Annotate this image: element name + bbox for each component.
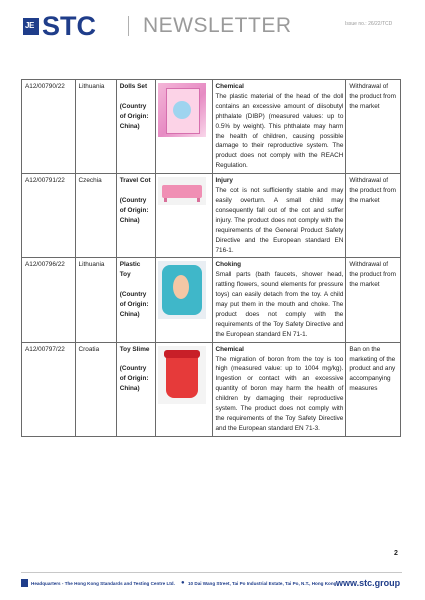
- image-cell: [155, 80, 212, 174]
- product-name: Plastic Toy: [119, 261, 141, 279]
- table-row: [22, 174, 401, 258]
- risk-type: Chemical: [215, 83, 244, 90]
- risk-type: Choking: [215, 261, 242, 269]
- ref-cell: A12/00790/22: [22, 80, 76, 174]
- risk-type: Injury: [215, 177, 233, 185]
- country-cell: Lithuania: [75, 258, 116, 342]
- product-cell: [116, 174, 155, 258]
- page-number: 2: [394, 550, 398, 557]
- origin-label: (Country of Origin:: [119, 291, 149, 309]
- product-cell: [116, 258, 155, 342]
- origin-label: (Country of Origin:: [119, 102, 149, 120]
- origin-label: (Country of Origin:: [119, 196, 149, 214]
- recall-table: [21, 79, 401, 437]
- measure-cell: Ban on the marketing of the product and any accompanying measures: [346, 342, 401, 436]
- table-row: [22, 342, 401, 436]
- stc-logo-mark: JE: [23, 18, 39, 35]
- newsletter-title: NEWSLETTER: [143, 14, 292, 37]
- table-row: [22, 80, 401, 174]
- ref-cell: A12/00797/22: [22, 342, 76, 436]
- footer-address: 10 Dai Wang Street, Tai Po Industrial Estate, Tai Po, N.T., Hong Kong: [188, 581, 337, 586]
- origin-value: China): [119, 216, 140, 224]
- header-divider: [128, 16, 129, 36]
- measure-cell: Withdrawal of the product from the market: [346, 258, 401, 342]
- measure-cell: Withdrawal of the product from the market: [346, 174, 401, 258]
- footer-headquarters: Headquarters - The Hong Kong Standards and Testing Centre Ltd.: [31, 581, 175, 586]
- travel-cot-photo: [158, 177, 206, 205]
- product-name: Dolls Set: [119, 83, 148, 90]
- risk-description: The plastic material of the head of the doll contains an excessive amount of diisobutyl phthalate (DIBP) (measured values: up to 0.5% by weight). This phthalate may harm the health of children, causing possible damage to their reproductive system. The product does not comply with the REACH Regulation.: [215, 92, 344, 170]
- description-cell: [212, 342, 346, 436]
- stc-footer-logo: [21, 579, 28, 587]
- description-cell: [212, 258, 346, 342]
- dolls-set-photo: [158, 83, 206, 137]
- product-cell: [116, 342, 155, 436]
- plastic-toy-photo: [158, 261, 206, 319]
- origin-value: China): [119, 310, 140, 318]
- origin-value: China): [119, 122, 140, 130]
- measure-cell: Withdrawal of the product from the market: [346, 80, 401, 174]
- origin-label: (Country of Origin:: [119, 365, 149, 383]
- image-cell: [155, 174, 212, 258]
- table-row: [22, 258, 401, 342]
- footer-website[interactable]: www.stc.group: [336, 578, 401, 588]
- ref-cell: A12/00796/22: [22, 258, 76, 342]
- issue-number: Issue no.: 26/22/TCD: [345, 21, 393, 27]
- ref-cell: A12/00791/22: [22, 174, 76, 258]
- product-name: Travel Cot: [119, 177, 151, 185]
- risk-description: The migration of boron from the toy is too high (measured value: up to 1004 mg/kg). Ingestion or contact with an excessive quantity of boron may harm the health of children by damaging their reproductive system. The product does not comply with the requirements of the Toy Safety Directive and the European standard EN 71-3.: [215, 355, 344, 432]
- footer-divider: [21, 572, 402, 573]
- image-cell: [155, 342, 212, 436]
- description-cell: [212, 174, 346, 258]
- location-pin-icon: ●: [181, 580, 185, 586]
- country-cell: Croatia: [75, 342, 116, 436]
- origin-value: China): [119, 385, 140, 393]
- country-cell: Lithuania: [75, 80, 116, 174]
- footer: [21, 577, 406, 591]
- country-cell: Czechia: [75, 174, 116, 258]
- header: [0, 0, 425, 50]
- product-cell: [116, 80, 155, 174]
- risk-description: The cot is not sufficiently stable and may easily overturn. A small child may consequently fall out of the cot and suffer injury. The product does not comply with the requirements of the General Product Safety Directive and the European standard EN 716-1.: [215, 187, 344, 254]
- image-cell: [155, 258, 212, 342]
- risk-description: Small parts (bath faucets, shower head, rattling flowers, sound elements for pressure toys) can easily detach from the toy. A child may put them in the mouth and choke. The product does not comply with the requirements of the Toy Safety Directive and the European standard EN 71-1.: [215, 271, 344, 338]
- product-name: Toy Slime: [119, 345, 150, 353]
- stc-logo-text: STC: [42, 11, 96, 41]
- risk-type: Chemical: [215, 345, 244, 353]
- toy-slime-photo: [158, 346, 206, 404]
- description-cell: [212, 80, 346, 174]
